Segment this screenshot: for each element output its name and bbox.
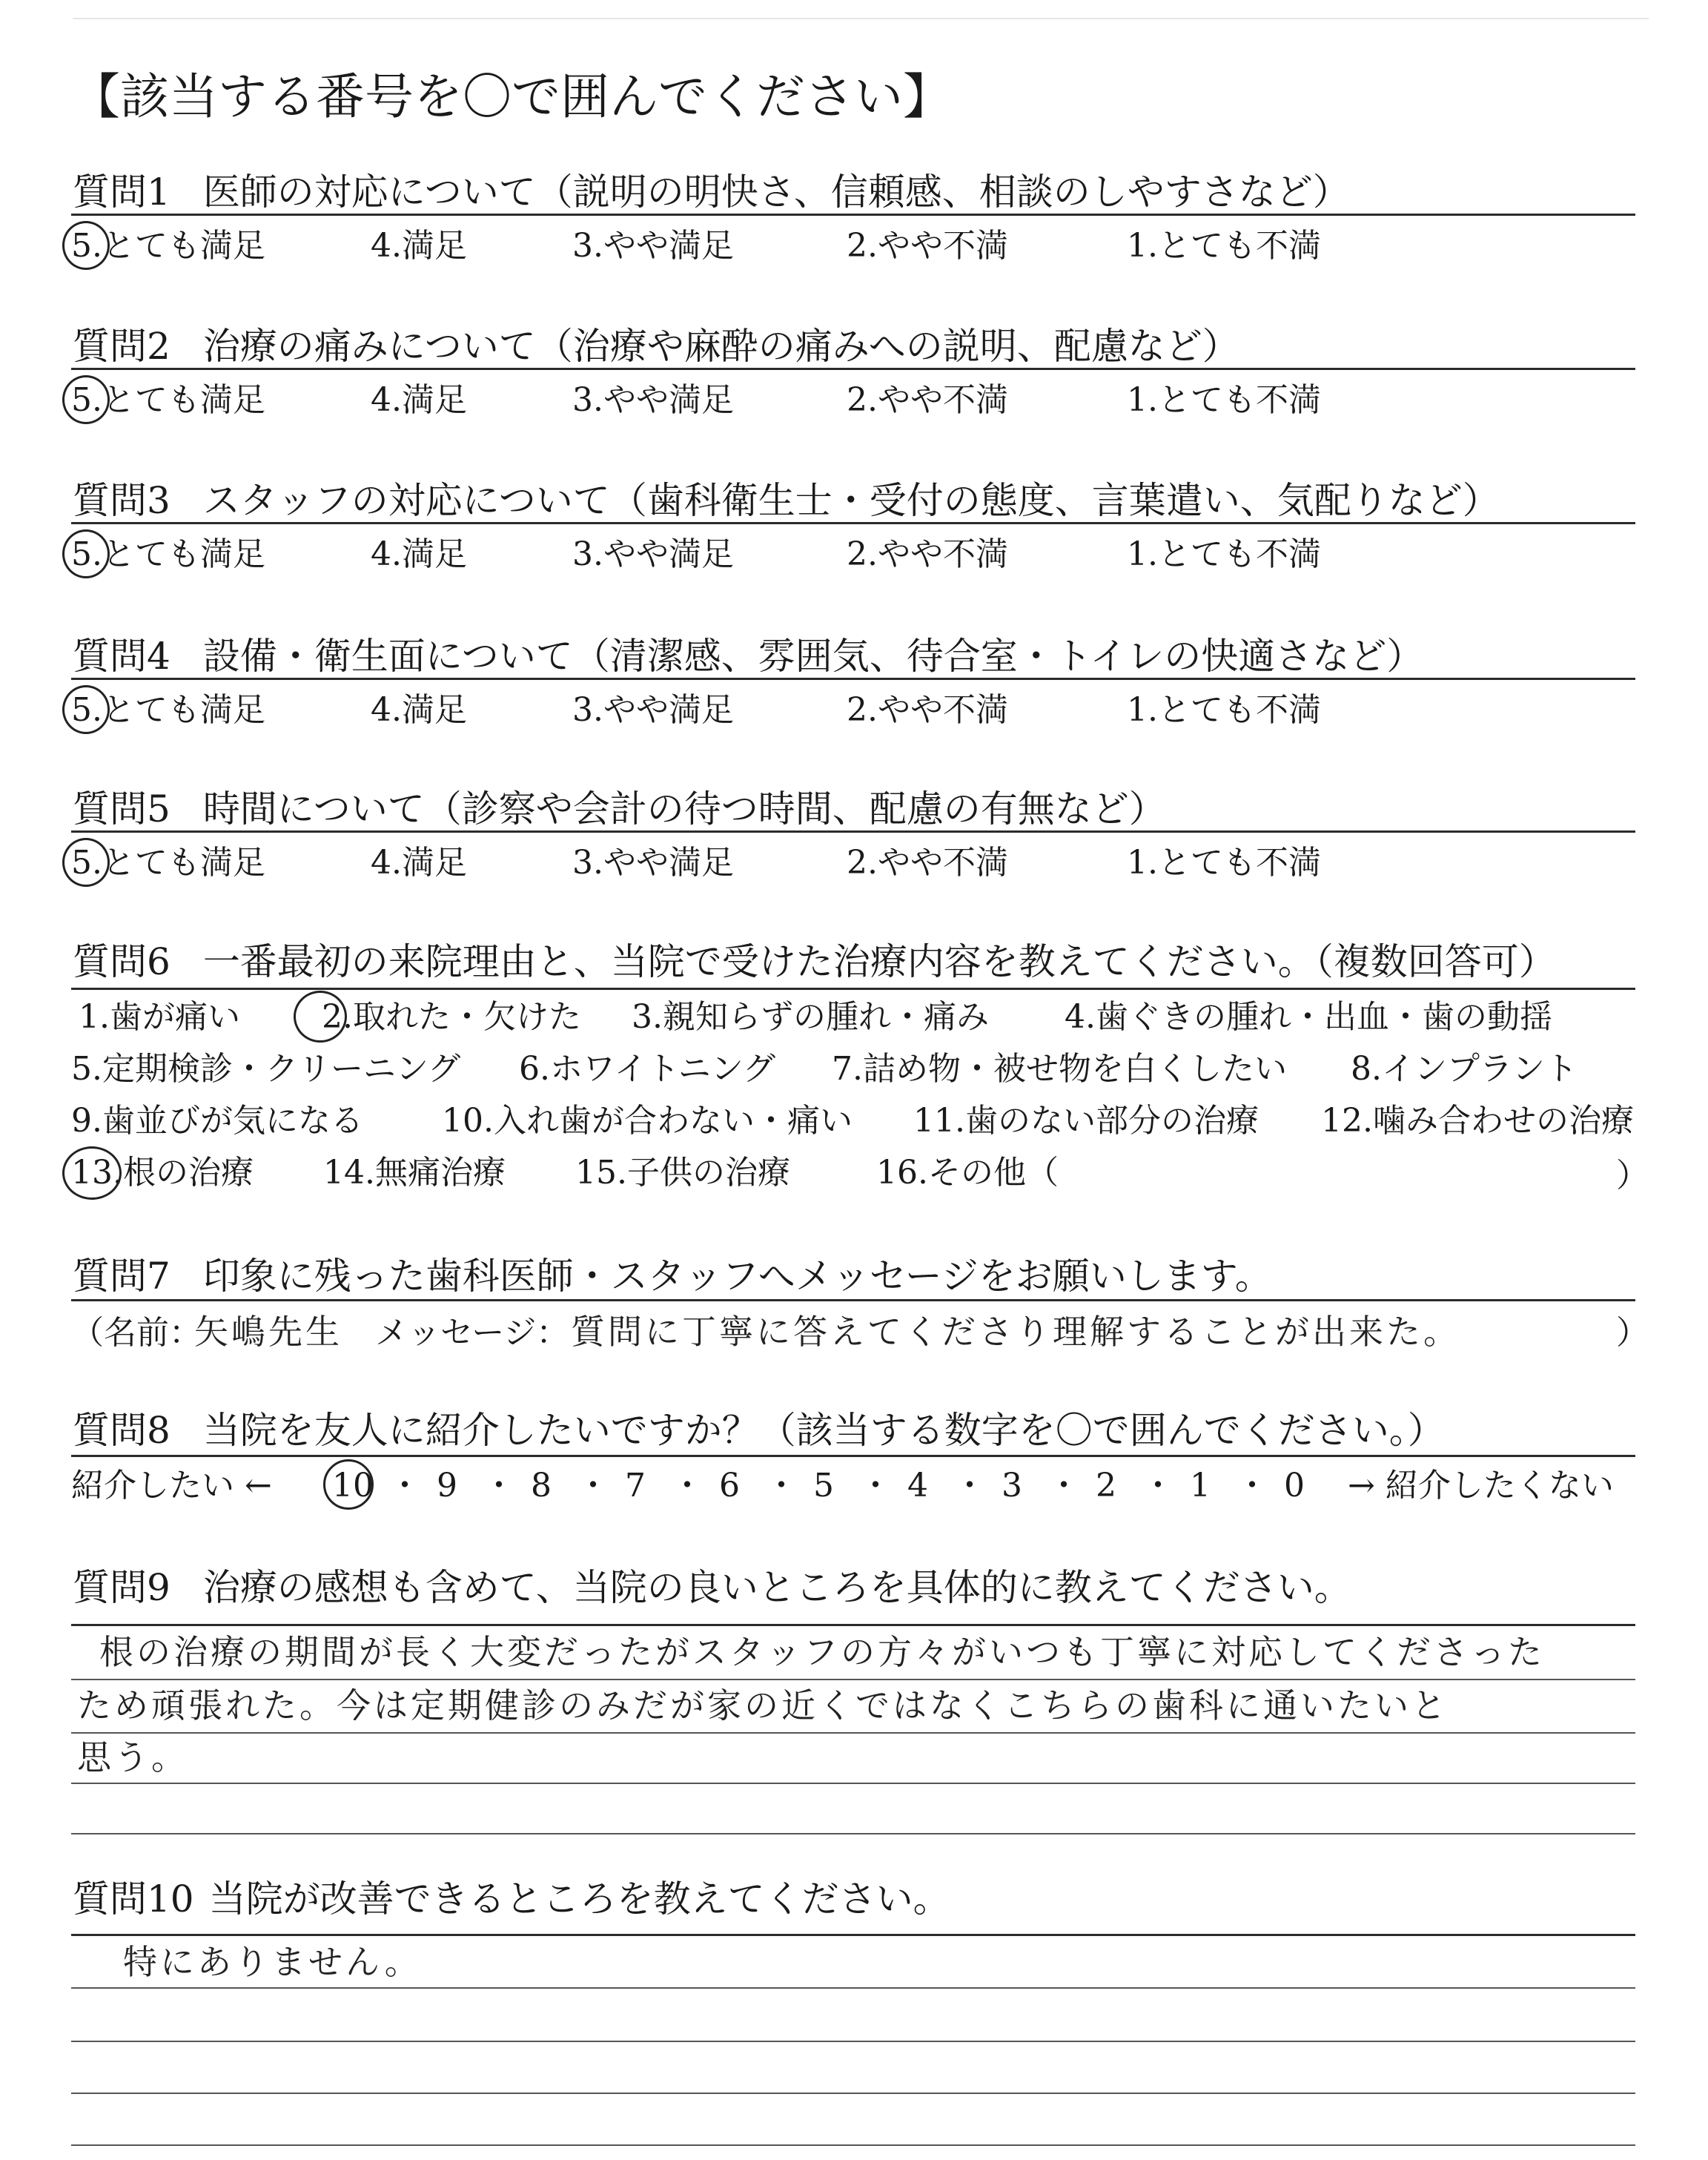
- rating-option-5[interactable]: 5.とても満足: [71, 381, 265, 419]
- other-close-paren: ）: [1616, 1157, 1649, 1195]
- answer-line: [71, 1833, 1635, 1834]
- recommend-score-10[interactable]: 10: [332, 1467, 374, 1505]
- selected-circle-mark: [62, 838, 110, 887]
- question-5-title: [73, 785, 1166, 833]
- question-text: 設備・衛生面について（清潔感、雰囲気、待合室・トイレの快適さなど）: [202, 635, 1424, 678]
- question-text: 時間について（診察や会計の待つ時間、配慮の有無など）: [202, 787, 1166, 830]
- question-10-rule: [71, 1934, 1635, 1936]
- answer-line: [71, 1987, 1635, 1989]
- rating-option-4[interactable]: 4.満足: [371, 227, 467, 265]
- recommend-score-9[interactable]: 9: [437, 1467, 457, 1505]
- question-text: 当院が改善できるところを教えてください。: [208, 1877, 950, 1920]
- selected-circle-mark: [62, 685, 110, 734]
- selected-circle-mark: [62, 1146, 122, 1200]
- question-2-rule: [71, 368, 1635, 370]
- recommend-right-label: → 紹介したくない: [1348, 1467, 1614, 1505]
- rating-option-2[interactable]: 2.やや不満: [847, 691, 1008, 729]
- question-8-title: [73, 1406, 1445, 1455]
- scale-separator: ・: [1236, 1467, 1268, 1505]
- answer-line: [71, 1732, 1635, 1734]
- rating-option-4[interactable]: 4.満足: [371, 535, 467, 573]
- question-text: スタッフの対応について（歯科衛生士・受付の態度、言葉遣い、気配りなど）: [202, 479, 1500, 522]
- form-header: 【該当する番号を〇で囲んでください】: [71, 68, 952, 125]
- question-4-title: [73, 632, 1423, 681]
- rating-option-3[interactable]: 3.やや満足: [572, 381, 734, 419]
- reason-option-8[interactable]: 8.インプラント: [1351, 1050, 1578, 1088]
- reason-option-9[interactable]: 9.歯並びが気になる: [71, 1102, 363, 1140]
- reason-option-3[interactable]: 3.親知らずの腫れ・痛み: [632, 998, 989, 1036]
- reason-option-7[interactable]: 7.詰め物・被せ物を白くしたい: [832, 1050, 1287, 1088]
- rating-option-1[interactable]: 1.とても不満: [1127, 227, 1321, 265]
- message-label: メッセージ：: [375, 1314, 569, 1352]
- reason-option-1[interactable]: 1.歯が痛い: [79, 998, 240, 1036]
- scale-separator: ・: [1142, 1467, 1174, 1505]
- rating-option-5[interactable]: 5.とても満足: [71, 691, 265, 729]
- question-number: 質問2: [73, 325, 171, 368]
- recommend-score-2[interactable]: 2: [1096, 1467, 1116, 1505]
- scale-separator: ・: [483, 1467, 515, 1505]
- question-text: 治療の感想も含めて、当院の良いところを具体的に教えてください。: [202, 1566, 1351, 1609]
- top-edge-line: [73, 18, 1649, 19]
- answer-text-line-1: 特にありません。: [123, 1942, 422, 1982]
- reason-option-10[interactable]: 10.入れ歯が合わない・痛い: [442, 1102, 853, 1140]
- reason-option-2[interactable]: 2.取れた・欠けた: [322, 998, 581, 1036]
- recommend-score-3[interactable]: 3: [1002, 1467, 1022, 1505]
- reason-option-5[interactable]: 5.定期検診・クリーニング: [71, 1050, 461, 1088]
- question-8-rule: [71, 1455, 1635, 1457]
- scale-separator: ・: [1047, 1467, 1080, 1505]
- recommend-score-6[interactable]: 6: [719, 1467, 740, 1505]
- question-number: 質問4: [73, 635, 171, 678]
- reason-option-12[interactable]: 12.噛み合わせの治療: [1321, 1102, 1634, 1140]
- reason-option-14[interactable]: 14.無痛治療: [323, 1154, 506, 1192]
- recommend-left-label: 紹介したい ←: [71, 1467, 272, 1505]
- rating-option-4[interactable]: 4.満足: [371, 381, 467, 419]
- recommend-score-1[interactable]: 1: [1190, 1467, 1211, 1505]
- answer-line: [71, 1679, 1635, 1680]
- question-7-title: [73, 1252, 1272, 1301]
- question-1-rule: [71, 214, 1635, 216]
- selected-circle-mark: [294, 991, 347, 1043]
- scale-separator: ・: [953, 1467, 986, 1505]
- reason-option-11[interactable]: 11.歯のない部分の治療: [913, 1102, 1259, 1140]
- selected-circle-mark: [323, 1459, 374, 1510]
- rating-option-3[interactable]: 3.やや満足: [572, 227, 734, 265]
- question-number: 質問10: [73, 1877, 194, 1920]
- question-9-title: [73, 1563, 1351, 1612]
- rating-option-3[interactable]: 3.やや満足: [572, 535, 734, 573]
- rating-option-2[interactable]: 2.やや不満: [847, 844, 1008, 882]
- question-number: 質問1: [73, 171, 171, 214]
- answer-line: [71, 1783, 1635, 1784]
- question-5-rule: [71, 830, 1635, 833]
- rating-option-5[interactable]: 5.とても満足: [71, 227, 265, 265]
- question-text: 印象に残った歯科医師・スタッフへメッセージをお願いします。: [202, 1255, 1272, 1298]
- question-number: 質問5: [73, 787, 171, 830]
- selected-circle-mark: [62, 375, 110, 424]
- recommend-score-4[interactable]: 4: [907, 1467, 928, 1505]
- rating-option-1[interactable]: 1.とても不満: [1127, 691, 1321, 729]
- rating-option-2[interactable]: 2.やや不満: [847, 535, 1008, 573]
- reason-option-16[interactable]: 16.その他（: [876, 1154, 1059, 1192]
- recommend-score-5[interactable]: 5: [813, 1467, 834, 1505]
- reason-option-13[interactable]: 13.根の治療: [71, 1154, 254, 1192]
- question-text: 当院を友人に紹介したいですか？（該当する数字を〇で囲んでください。）: [202, 1409, 1445, 1452]
- rating-option-2[interactable]: 2.やや不満: [847, 381, 1008, 419]
- question-7-rule: [71, 1299, 1635, 1301]
- answer-line: [71, 2093, 1635, 2094]
- scale-separator: ・: [577, 1467, 609, 1505]
- recommend-score-0[interactable]: 0: [1284, 1467, 1305, 1505]
- recommend-score-7[interactable]: 7: [625, 1467, 646, 1505]
- reason-option-4[interactable]: 4.歯ぐきの腫れ・出血・歯の動揺: [1065, 998, 1552, 1036]
- rating-option-4[interactable]: 4.満足: [371, 844, 467, 882]
- question-number: 質問6: [73, 940, 171, 983]
- rating-option-3[interactable]: 3.やや満足: [572, 844, 734, 882]
- scale-separator: ・: [671, 1467, 704, 1505]
- rating-option-2[interactable]: 2.やや不満: [847, 227, 1008, 265]
- question-number: 質問8: [73, 1409, 171, 1452]
- scale-separator: ・: [765, 1467, 798, 1505]
- rating-option-3[interactable]: 3.やや満足: [572, 691, 734, 729]
- question-text: 治療の痛みについて（治療や麻酔の痛みへの説明、配慮など）: [202, 325, 1239, 368]
- rating-option-4[interactable]: 4.満足: [371, 691, 467, 729]
- answer-text-line-2: ため頑張れた。今は定期健診のみだが家の近くではなくこちらの歯科に通いたいと: [77, 1685, 1449, 1725]
- rating-option-1[interactable]: 1.とても不満: [1127, 535, 1321, 573]
- scale-separator: ・: [859, 1467, 892, 1505]
- scale-separator: ・: [388, 1467, 421, 1505]
- question-4-rule: [71, 678, 1635, 680]
- question-number: 質問3: [73, 479, 171, 522]
- reason-option-6[interactable]: 6.ホワイトニング: [519, 1050, 776, 1088]
- question-2-title: [73, 322, 1239, 371]
- name-label: （名前：: [71, 1314, 202, 1352]
- recommend-score-8[interactable]: 8: [531, 1467, 552, 1505]
- rating-option-1[interactable]: 1.とても不満: [1127, 381, 1321, 419]
- rating-option-5[interactable]: 5.とても満足: [71, 535, 265, 573]
- question-6-title: [73, 937, 1556, 986]
- selected-circle-mark: [62, 529, 110, 578]
- answer-line: [71, 2144, 1635, 2146]
- answer-text-line-3: 思う。: [77, 1737, 188, 1777]
- question-6-rule: [71, 988, 1635, 990]
- question-3-title: [73, 476, 1500, 525]
- answer-text-line-1: 根の治療の期間が長く大変だったがスタッフの方々がいつも丁寧に対応してくださった: [99, 1632, 1545, 1672]
- rating-option-1[interactable]: 1.とても不満: [1127, 844, 1321, 882]
- question-3-rule: [71, 522, 1635, 524]
- selected-circle-mark: [62, 221, 110, 270]
- reason-option-15[interactable]: 15.子供の治療: [575, 1154, 790, 1192]
- question-text: 一番最初の来院理由と、当院で受けた治療内容を教えてください。（複数回答可）: [202, 940, 1556, 983]
- question-text: 医師の対応について（説明の明快さ、信頼感、相談のしやすさなど）: [202, 171, 1350, 214]
- message-close-paren: ）: [1616, 1314, 1649, 1352]
- answer-line: [71, 2041, 1635, 2042]
- question-number: 質問9: [73, 1566, 171, 1609]
- question-9-rule: [71, 1624, 1635, 1626]
- name-value: 矢嶋先生: [194, 1312, 342, 1352]
- question-number: 質問7: [73, 1255, 171, 1298]
- question-10-title: [73, 1875, 950, 1923]
- rating-option-5[interactable]: 5.とても満足: [71, 844, 265, 882]
- question-1-title: [73, 168, 1350, 217]
- message-value: 質問に丁寧に答えてくださり理解することが出来た。: [571, 1312, 1460, 1352]
